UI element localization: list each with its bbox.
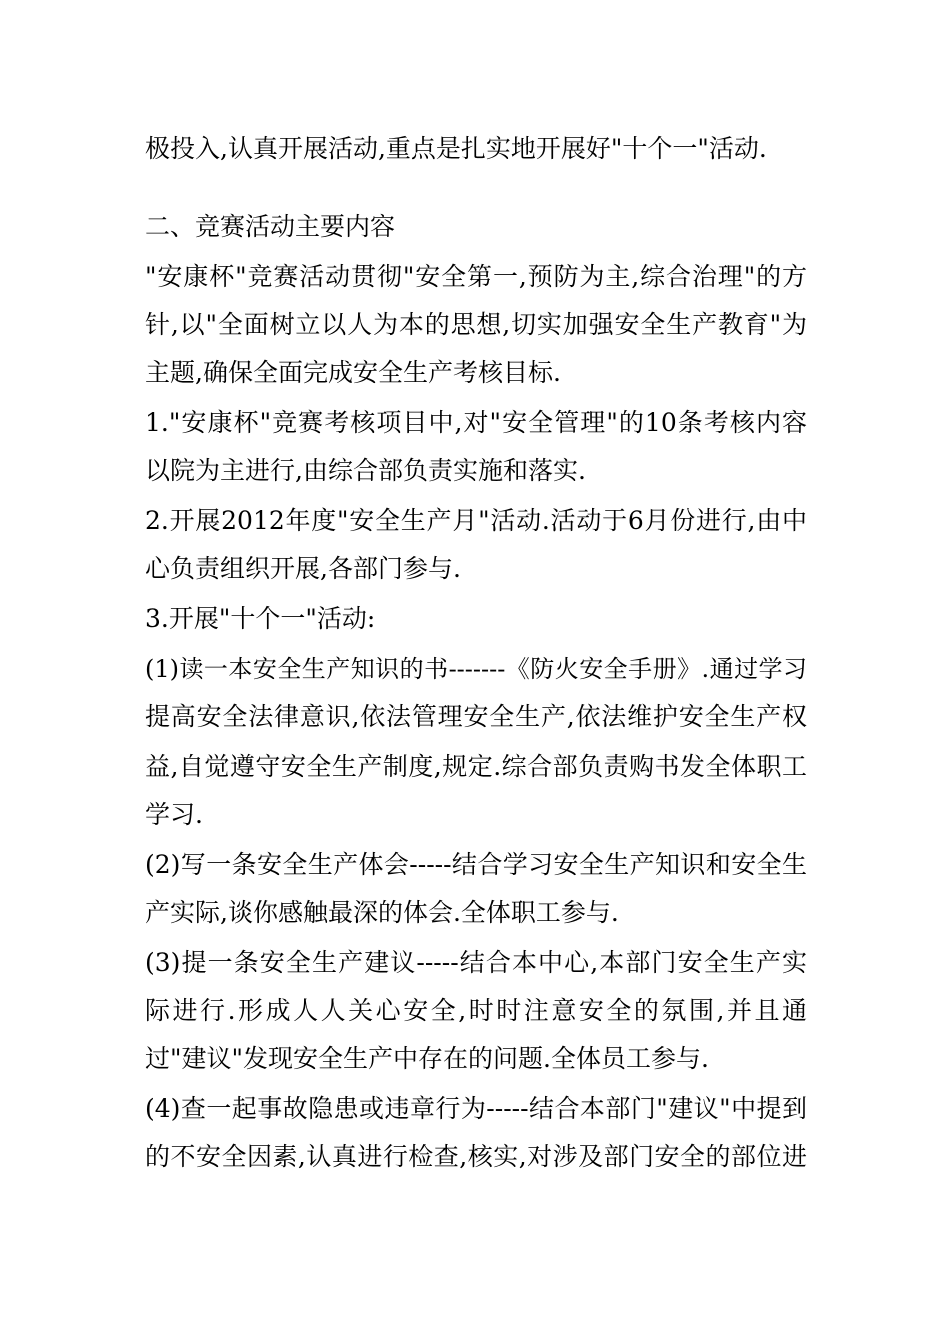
sub-item-line: 过"建议"发现安全生产中存在的问题.全体员工参与. xyxy=(145,1044,709,1073)
sub-item-line: (2)写一条安全生产体会-----结合学习安全生产知识和安全生 xyxy=(145,850,807,879)
paragraph-line: 主题,确保全面完成安全生产考核目标. xyxy=(145,358,561,387)
sub-item-line: 产实际,谈你感触最深的体会.全体职工参与. xyxy=(145,898,619,927)
list-item-line: 心负责组织开展,各部门参与. xyxy=(145,554,461,583)
list-item-line: 1."安康杯"竞赛考核项目中,对"安全管理"的10条考核内容 xyxy=(145,408,807,437)
section-heading: 二、竞赛活动主要内容 xyxy=(145,212,396,241)
paragraph-line: 针,以"全面树立以人为本的思想,切实加强安全生产教育"为 xyxy=(145,310,807,339)
list-item-line: 2.开展2012年度"安全生产月"活动.活动于6月份进行,由中 xyxy=(145,506,807,535)
sub-item-line: (4)查一起事故隐患或违章行为-----结合本部门"建议"中提到 xyxy=(145,1094,807,1123)
list-item-line: 3.开展"十个一"活动: xyxy=(145,604,376,633)
sub-item-line: (3)提一条安全生产建议-----结合本中心,本部门安全生产实 xyxy=(145,948,807,977)
sub-item-line: 的不安全因素,认真进行检查,核实,对涉及部门安全的部位进 xyxy=(145,1142,807,1171)
list-item-line: 以院为主进行,由综合部负责实施和落实. xyxy=(145,456,586,485)
sub-item-line: 际进行.形成人人关心安全,时时注意安全的氛围,并且通 xyxy=(145,996,807,1025)
sub-item-line: 益,自觉遵守安全生产制度,规定.综合部负责购书发全体职工 xyxy=(145,752,807,781)
paragraph-line: "安康杯"竞赛活动贯彻"安全第一,预防为主,综合治理"的方 xyxy=(145,262,807,291)
sub-item-line: 学习. xyxy=(145,800,203,829)
paragraph-line: 极投入,认真开展活动,重点是扎实地开展好"十个一"活动. xyxy=(145,134,767,163)
sub-item-line: (1)读一本安全生产知识的书-------《防火安全手册》.通过学习 xyxy=(145,655,807,683)
sub-item-line: 提高安全法律意识,依法管理安全生产,依法维护安全生产权 xyxy=(145,702,807,731)
